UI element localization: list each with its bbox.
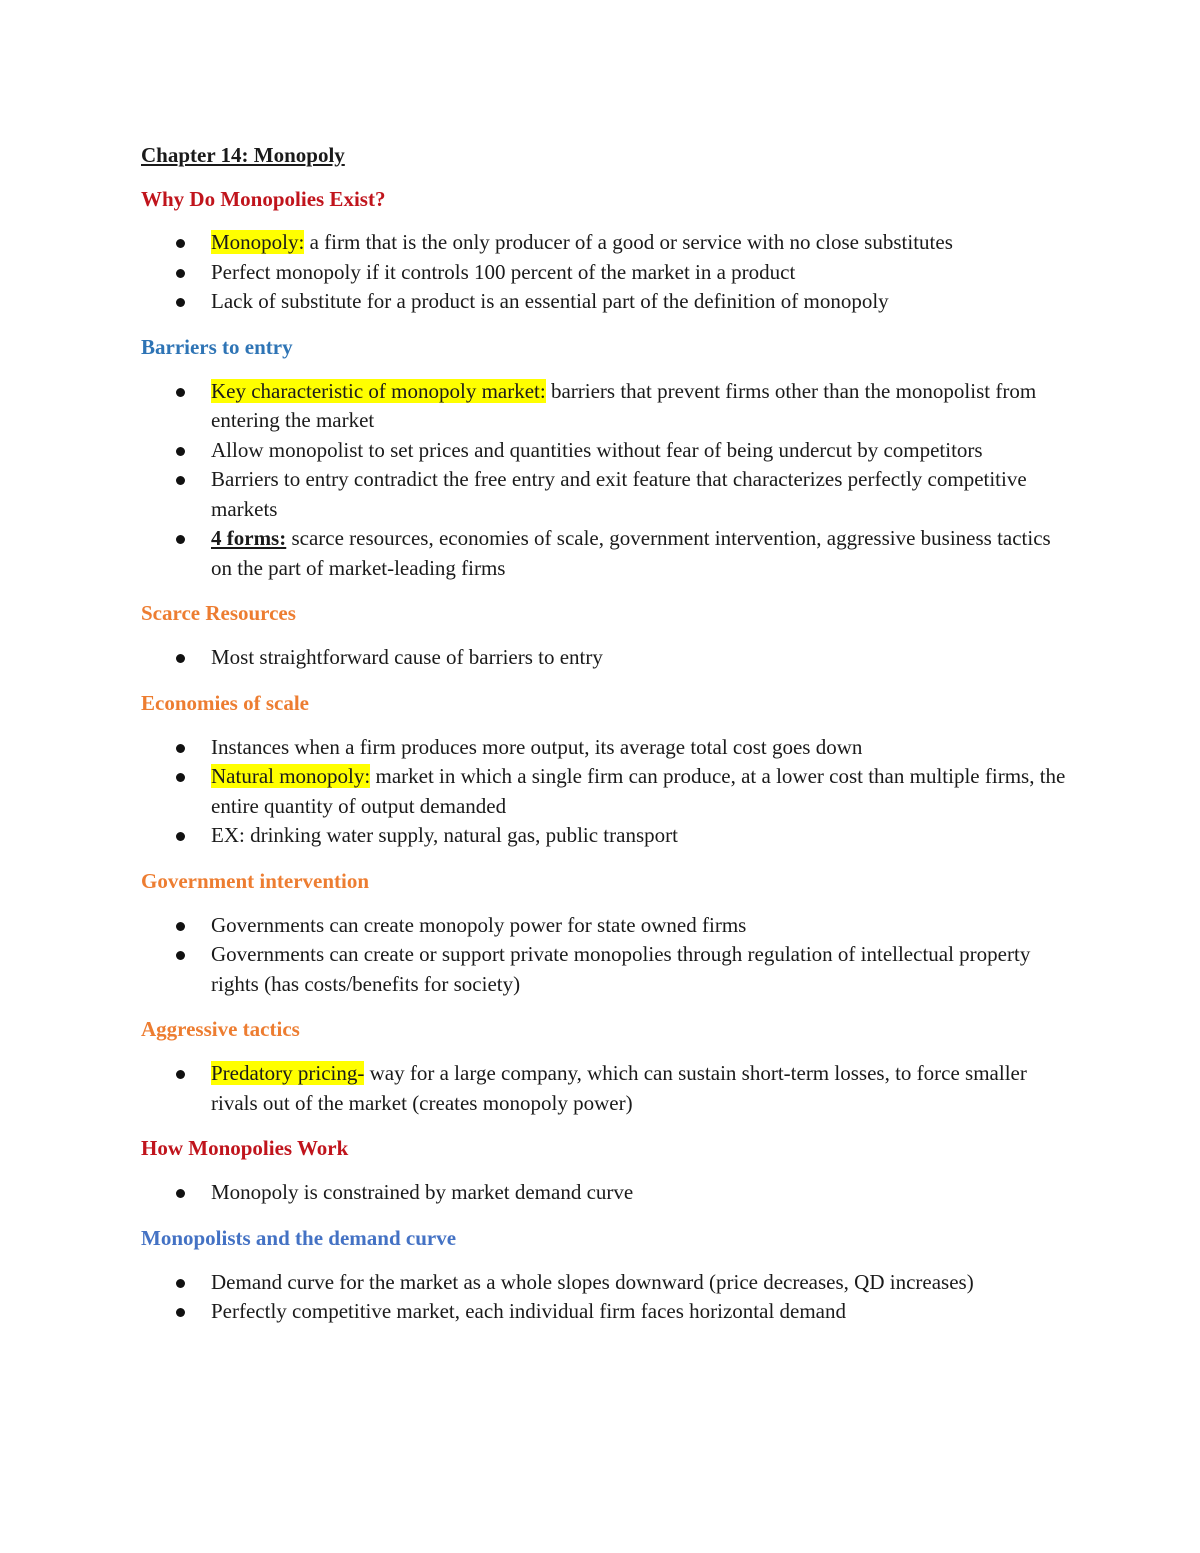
bullet-icon [176,476,185,485]
bullet-icon [176,744,185,753]
list-item [141,1178,1071,1208]
bullet-icon [176,654,185,663]
bullet-text: Instances when a firm produces more output, its average total cost goes down [211,734,863,759]
bullet-icon [176,1189,185,1198]
heading-government-intervention: Government intervention [141,868,370,893]
bullet-icon [176,1070,185,1079]
bullet-text: EX: drinking water supply, natural gas, public transport [211,823,678,847]
list-government-intervention [141,911,1071,1000]
list-item [141,258,1071,288]
list-item [141,228,1071,258]
list-item [141,524,1071,583]
bullet-text: Perfectly competitive market, each individual firm faces horizontal demand [211,1299,847,1323]
heading-aggressive-tactics: Aggressive tactics [141,1017,300,1041]
bullet-icon [176,269,185,278]
bullet-text: Governments can create monopoly power for state owned firms [211,912,747,937]
list-scarce-resources [141,643,1071,673]
heading-barriers-to-entry: Barriers to entry [141,334,293,359]
highlighted-term: Natural monopoly: [211,764,371,788]
bullet-icon [176,773,185,782]
page-title: Chapter 14: Monopoly [141,143,345,167]
list-item [141,377,1071,436]
list-item [141,643,1071,673]
bullet-text: way for a large company, which can sustain short-term losses, to force smaller rivals out of the market (creates monopoly power) [211,1061,1027,1115]
bullet-icon [176,1279,185,1288]
heading-monopolists-demand-curve: Monopolists and the demand curve [141,1225,457,1250]
bullet-text: Monopoly is constrained by market demand curve [211,1180,634,1204]
bullet-text: Allow monopolist to set prices and quantities without fear of being undercut by competitors [211,437,983,462]
list-item [141,1268,1071,1298]
list-item [141,1059,1071,1118]
list-aggressive-tactics [141,1059,1071,1118]
bullet-icon [176,298,185,307]
list-item [141,940,1071,999]
list-item [141,465,1071,524]
bullet-icon [176,922,185,931]
bullet-icon [176,535,185,544]
bullet-icon [176,239,185,248]
bullet-text: market in which a single firm can produce, at a lower cost than multiple firms, the entire quantity of output demanded [211,764,1066,818]
heading-how-monopolies-work: How Monopolies Work [141,1136,349,1160]
highlighted-term: Predatory pricing- [211,1061,365,1085]
bullet-text: Barriers to entry contradict the free entry and exit feature that characterizes perfectly competitive markets [211,467,1027,521]
heading-scarce-resources: Scarce Resources [141,601,296,625]
highlighted-term: Key characteristic of monopoly market: [211,378,546,403]
bullet-text: Perfect monopoly if it controls 100 percent of the market in a product [211,259,796,284]
document-page [141,140,1071,1327]
list-item [141,1297,1071,1327]
list-item [141,821,1071,851]
bullet-icon [176,1308,185,1317]
bullet-text: Lack of substitute for a product is an essential part of the definition of monopoly [211,289,889,313]
bullet-text: scarce resources, economies of scale, government intervention, aggressive business tactics on the part of market-leading firms [211,526,1051,580]
bold-term: 4 forms: [211,526,287,550]
list-monopolists-demand-curve [141,1268,1071,1327]
list-how-monopolies-work [141,1178,1071,1208]
bullet-icon [176,388,185,397]
bullet-text: Most straightforward cause of barriers to entry [211,645,603,669]
bullet-icon [176,832,185,841]
list-item [141,911,1071,941]
bullet-text: a firm that is the only producer of a good or service with no close substitutes [304,230,953,254]
highlighted-term: Monopoly: [211,230,305,254]
bullet-text: barriers that prevent firms other than the monopolist from entering the market [211,378,1037,432]
list-barriers-to-entry [141,377,1071,584]
list-item [141,762,1071,821]
list-item [141,436,1071,466]
heading-why-monopolies-exist: Why Do Monopolies Exist? [141,187,386,211]
list-item [141,287,1071,317]
list-why-monopolies-exist [141,228,1071,317]
bullet-icon [176,951,185,960]
bullet-icon [176,447,185,456]
list-economies-of-scale [141,733,1071,851]
bullet-text: Demand curve for the market as a whole slopes downward (price decreases, QD increases) [211,1269,974,1294]
bullet-text: Governments can create or support private monopolies through regulation of intellectual property rights (has costs/benefits for society) [211,942,1031,996]
list-item [141,733,1071,763]
heading-economies-of-scale: Economies of scale [141,690,309,715]
